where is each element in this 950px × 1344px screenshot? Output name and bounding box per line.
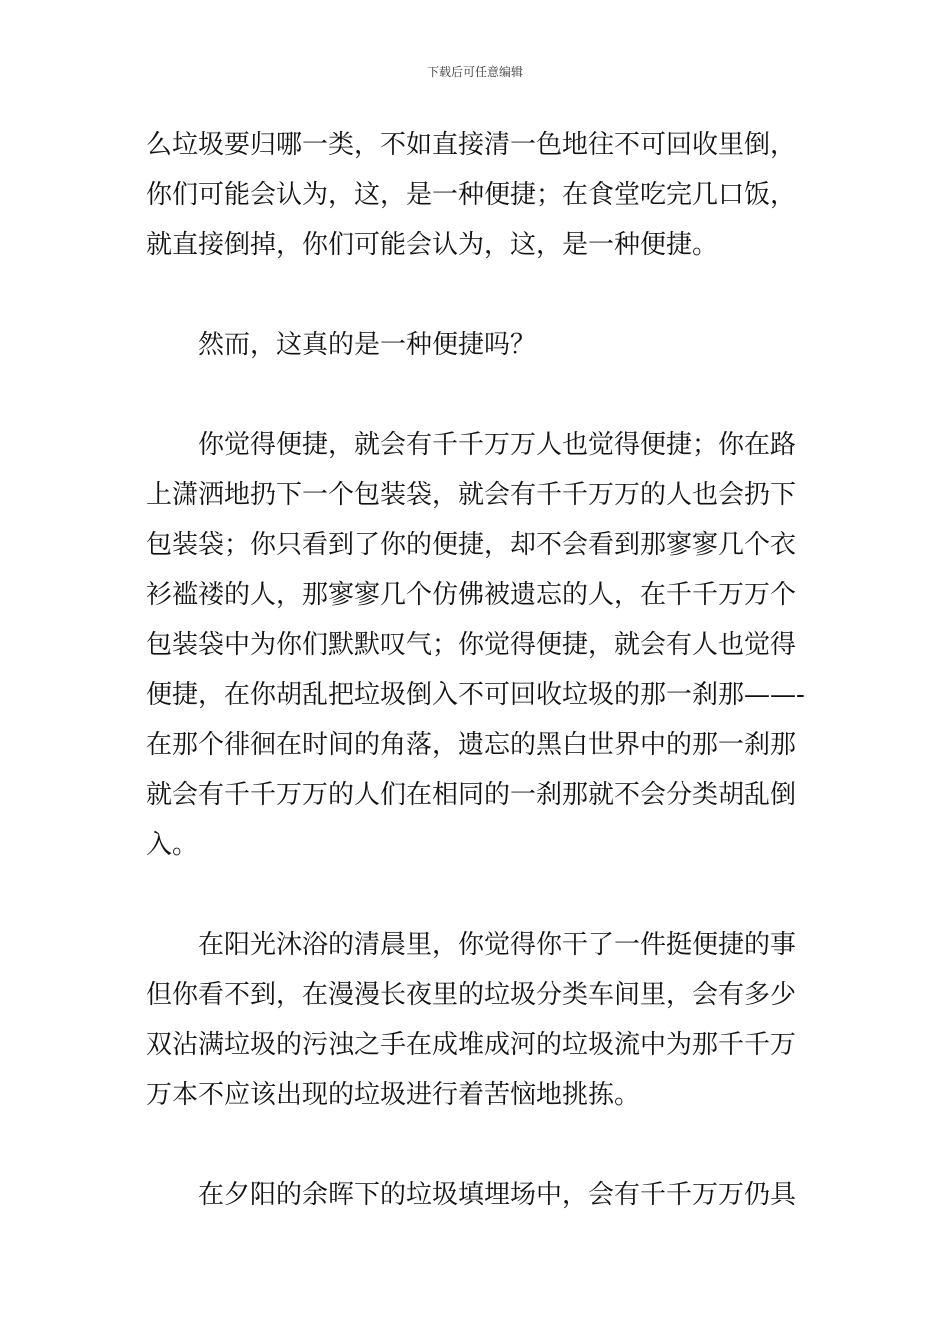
paragraph-question: [146, 320, 816, 370]
text-line: 就会有千千万万的人们在相同的一刹那就不会分类胡乱倒: [146, 780, 797, 810]
text-line: 包装袋中为你们默默叹气；你觉得便捷，就会有人也觉得: [146, 630, 797, 660]
page-header: 下载后可任意编辑: [426, 65, 523, 79]
text-line: 在夕阳的余晖下的垃圾填埋场中，会有千千万万仍具: [198, 1180, 797, 1210]
text-line: 上潇洒地扔下一个包装袋，就会有千千万万的人也会扔下: [146, 480, 797, 510]
text-line: 双沾满垃圾的污浊之手在成堆成河的垃圾流中为那千千万: [146, 1030, 797, 1060]
text-line: 万本不应该出现的垃圾进行着苦恼地挑拣。: [146, 1080, 641, 1110]
text-line: 在那个徘徊在时间的角落，遗忘的黑白世界中的那一刹那: [146, 730, 797, 760]
paragraph-sunset: [146, 1170, 816, 1220]
paragraph-gap: [146, 870, 816, 920]
paragraph-continued: [146, 120, 816, 270]
text-line: 么垃圾要归哪一类，不如直接清一色地往不可回收里倒，: [146, 130, 797, 160]
paragraph-morning: [146, 920, 816, 1120]
paragraph-gap: [146, 1120, 816, 1170]
text-line: 便捷，在你胡乱把垃圾倒入不可回收垃圾的那一刹那——-: [146, 680, 805, 710]
paragraph-convenience: [146, 420, 816, 870]
text-line: 衫褴褛的人，那寥寥几个仿佛被遗忘的人，在千千万万个: [146, 580, 797, 610]
text-line: 然而，这真的是一种便捷吗？: [198, 330, 537, 360]
text-line: 你觉得便捷，就会有千千万万人也觉得便捷；你在路: [198, 430, 797, 460]
document-body: [146, 120, 816, 1220]
text-line: 入。: [146, 830, 199, 860]
text-line: 在阳光沐浴的清晨里，你觉得你干了一件挺便捷的事: [198, 930, 797, 960]
text-line: 包装袋；你只看到了你的便捷，却不会看到那寥寥几个衣: [146, 530, 797, 560]
text-line: 你们可能会认为，这，是一种便捷；在食堂吃完几口饭，: [146, 180, 797, 210]
paragraph-gap: [146, 270, 816, 320]
text-line: 就直接倒掉，你们可能会认为，这，是一种便捷。: [146, 230, 719, 260]
paragraph-gap: [146, 370, 816, 420]
text-line: 但你看不到，在漫漫长夜里的垃圾分类车间里，会有多少: [146, 980, 797, 1010]
